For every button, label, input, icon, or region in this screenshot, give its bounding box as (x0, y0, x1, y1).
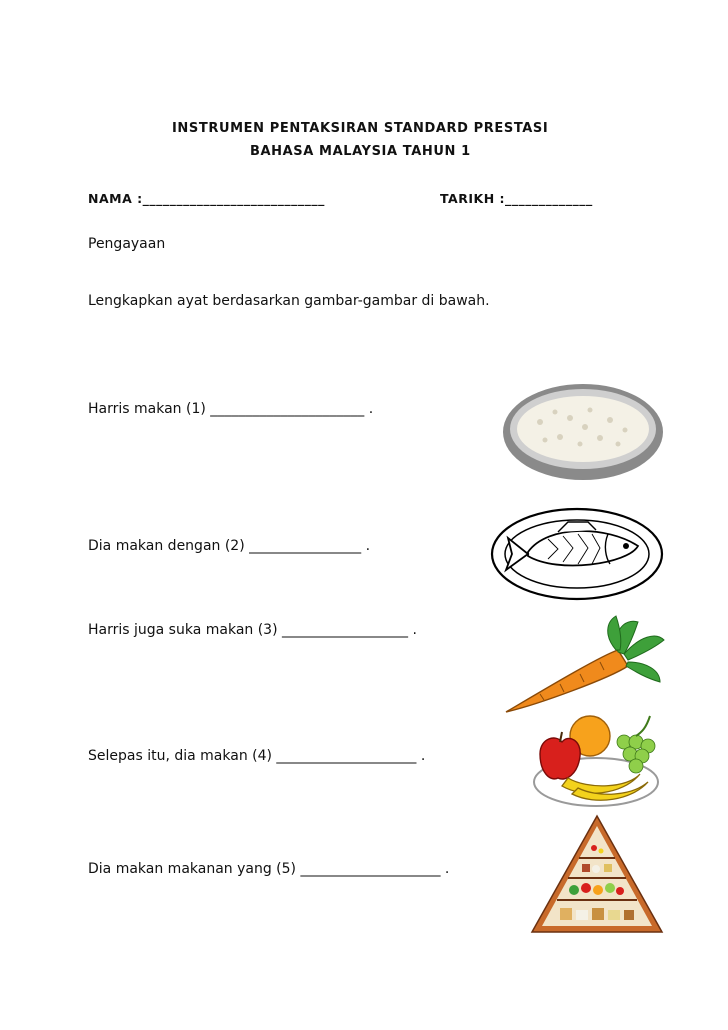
fish-plate-image (488, 504, 666, 604)
rice-plate-image (500, 382, 668, 494)
carrot-image (500, 612, 670, 718)
question-3[interactable]: Harris juga suka makan (3) __________________ . (88, 622, 417, 638)
question-4[interactable]: Selepas itu, dia makan (4) ____________________ . (88, 748, 426, 764)
question-2[interactable]: Dia makan dengan (2) ________________ . (88, 538, 371, 554)
date-field[interactable]: TARIKH :_____________ (440, 191, 593, 206)
title-line-1: INSTRUMEN PENTAKSIRAN STANDARD PRESTASI (172, 121, 549, 136)
name-field[interactable]: NAMA :___________________________ (88, 191, 325, 206)
fruit-plate-image (532, 712, 664, 808)
title-line-2: BAHASA MALAYSIA TAHUN 1 (250, 144, 471, 159)
instruction-text: Lengkapkan ayat berdasarkan gambar-gambar di bawah. (88, 293, 490, 309)
question-5[interactable]: Dia makan makanan yang (5) ____________________ . (88, 861, 450, 877)
section-heading: Pengayaan (88, 236, 166, 252)
food-pyramid-image (530, 814, 664, 934)
question-1[interactable]: Harris makan (1) ______________________ . (88, 401, 374, 417)
